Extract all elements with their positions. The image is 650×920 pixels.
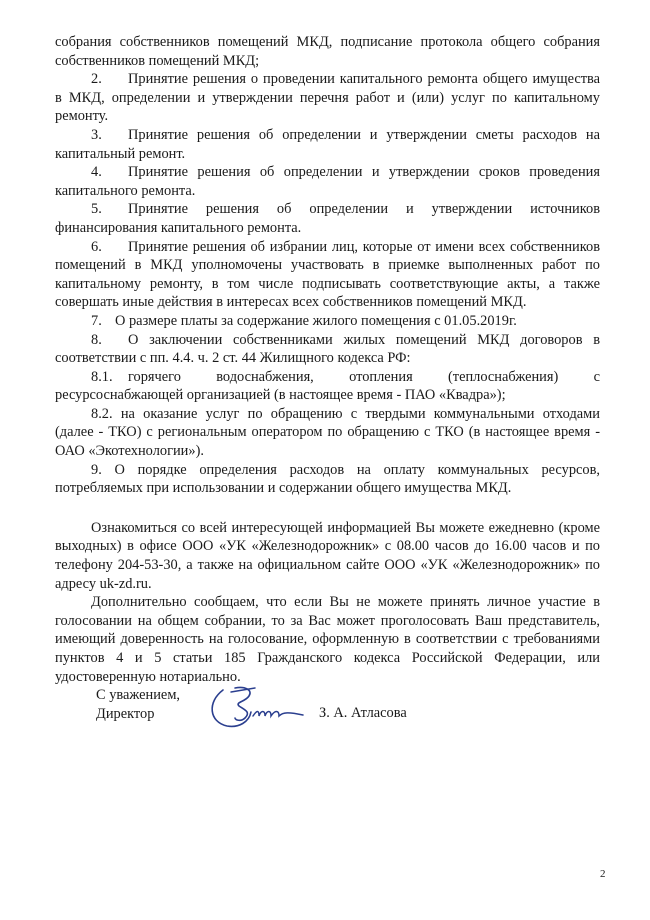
item-number: 8.1. bbox=[91, 368, 113, 385]
item-text: О заключении собственниками жилых помещений МКД договоров в соответствии с пп. 4.4. ч. 2 ст. 44 Жилищного кодекса РФ: bbox=[55, 331, 600, 367]
agenda-item-2 bbox=[55, 70, 600, 126]
paragraph-gap bbox=[55, 498, 600, 519]
item-number: 8.2. bbox=[91, 405, 113, 422]
closing-block bbox=[96, 686, 180, 723]
agenda-item-9 bbox=[55, 461, 600, 498]
item-text: Принятие решения о проведении капитального ремонта общего имущества в МКД, определении и утверждении перечня работ и (или) услуг по капитальному ремонту. bbox=[55, 71, 600, 125]
item-text: на оказание услуг по обращению с твердыми коммунальными отходами (далее - ТКО) с региональным оператором по обращению с ТКО (в настоящее время - ОАО «Экотехнологии»). bbox=[55, 405, 600, 460]
item-number: 6. bbox=[91, 238, 102, 255]
agenda-item-8 bbox=[55, 331, 600, 368]
signer-name: З. А. Атласова bbox=[319, 705, 407, 721]
item-number: 5. bbox=[91, 201, 102, 218]
item-number: 2. bbox=[91, 71, 102, 88]
item-number: 8. bbox=[91, 331, 102, 348]
item-text: О размере платы за содержание жилого помещения с 01.05.2019г. bbox=[115, 312, 517, 329]
item-number: 9. bbox=[91, 461, 102, 478]
item-text: горячего водоснабжения, отопления (теплоснабжения) с ресурсоснабжающей организацией (в настоящее время - ПАО «Квадра»); bbox=[55, 368, 600, 404]
agenda-item-1-continued: собрания собственников помещений МКД, подписание протокола общего собрания собственников помещений МКД; bbox=[55, 34, 600, 69]
item-number: 3. bbox=[91, 126, 102, 143]
agenda-item-5 bbox=[55, 200, 600, 237]
agenda-item-4 bbox=[55, 163, 600, 200]
item-text: Принятие решения об определении и утверждении источников финансирования капитального ремонта. bbox=[55, 201, 600, 236]
page-number: 2 bbox=[600, 868, 606, 880]
info-paragraph: Ознакомиться со всей интересующей информацией Вы можете ежедневно (кроме выходных) в офисе ООО «УК «Железнодорожник» с 08.00 часов до 16.00 часов и по телефону 204-53-30, а также на официальном сайте ООО «УК «Железнодорожник» по адресу uk-zd.ru. bbox=[55, 519, 600, 592]
agenda-item-7 bbox=[55, 312, 600, 331]
signer-position: Директор bbox=[96, 705, 155, 722]
item-text: Принятие решения об избрании лиц, которые от имени всех собственников помещений в МКД уполномочены участвовать в приемке выполненных работ по капитальному ремонту, в том числе подписывать соответствующие акты, а также совершать иные действия в интересах всех собственников помещений МКД. bbox=[55, 238, 600, 311]
handwritten-signature bbox=[205, 682, 315, 732]
item-text: Принятие решения об определении и утверждении сметы расходов на капитальный ремонт. bbox=[55, 126, 600, 162]
item-number: 4. bbox=[91, 164, 102, 181]
agenda-item-8-2 bbox=[55, 405, 600, 461]
agenda-item-6 bbox=[55, 238, 600, 312]
item-number: 7. bbox=[91, 312, 102, 329]
letter-body bbox=[55, 33, 600, 686]
item-text: Принятие решения об определении и утверждении сроков проведения капитального ремонта. bbox=[55, 164, 600, 199]
proxy-voting-paragraph: Дополнительно сообщаем, что если Вы не можете принять личное участие в голосовании на общем собрании, то за Вас может проголосовать Ваш представитель, имеющий доверенность на голосование, оформленную в соответствии с требованиями пунктов 4 и 5 статьи 185 Гражданского кодекса Российской Федерации, или удостоверенную нотариально. bbox=[55, 594, 600, 685]
closing-phrase: С уважением, bbox=[96, 687, 181, 703]
agenda-item-8-1 bbox=[55, 368, 600, 405]
agenda-item-3 bbox=[55, 126, 600, 163]
item-text: О порядке определения расходов на оплату коммунальных ресурсов, потребляемых при использовании и содержании общего имущества МКД. bbox=[55, 461, 600, 497]
